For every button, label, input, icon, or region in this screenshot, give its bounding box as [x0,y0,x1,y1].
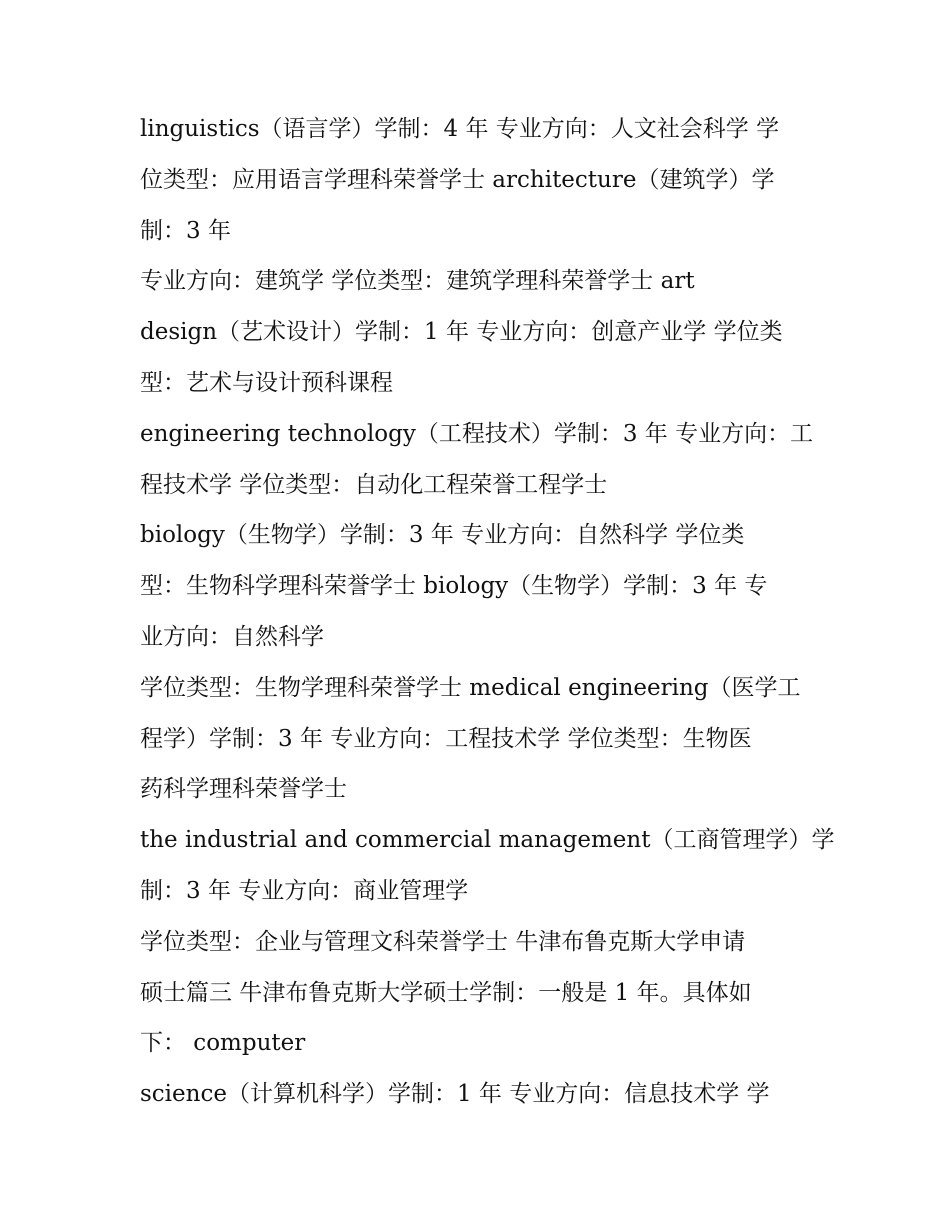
text-line: engineering technology（工程技术）学制：3 年 专业方向：工 [140,420,814,447]
body-text [140,104,835,1120]
text-line: 学位类型：企业与管理文科荣誉学士 牛津布鲁克斯大学申请 [140,928,746,955]
text-line: 药科学理科荣誉学士 [140,776,347,803]
text-line: 下： computer [140,1030,306,1057]
text-line: 型：生物科学理科荣誉学士 biology（生物学）学制：3 年 专 [140,573,768,600]
text-line: the industrial and commercial management（工商管理学）学 [140,827,835,854]
text-line: 制：3 年 专业方向：商业管理学 [140,877,469,904]
text-line: 制：3 年 [140,217,231,244]
text-line: biology（生物学）学制：3 年 专业方向：自然科学 学位类 [140,522,745,549]
text-line: 业方向：自然科学 [140,623,324,650]
text-line: linguistics（语言学）学制：4 年 专业方向：人文社会科学 学 [140,116,780,142]
text-line: 程技术学 学位类型：自动化工程荣誉工程学士 [140,471,608,498]
text-line: 程学）学制：3 年 专业方向：工程技术学 学位类型：生物医 [140,725,752,752]
text-line: science（计算机科学）学制：1 年 专业方向：信息技术学 学 [140,1081,770,1108]
text-line: 硕士篇三 牛津布鲁克斯大学硕士学制：一般是 1 年。具体如 [140,979,752,1006]
text-line: 型：艺术与设计预科课程 [140,369,393,396]
text-line: 位类型：应用语言学理科荣誉学士 architecture（建筑学）学 [140,166,775,193]
text-line: 专业方向：建筑学 学位类型：建筑学理科荣誉学士 art [140,268,695,295]
text-line: design（艺术设计）学制：1 年 专业方向：创意产业学 学位类 [140,319,783,346]
text-line: 学位类型：生物学理科荣誉学士 medical engineering（医学工 [140,674,801,701]
